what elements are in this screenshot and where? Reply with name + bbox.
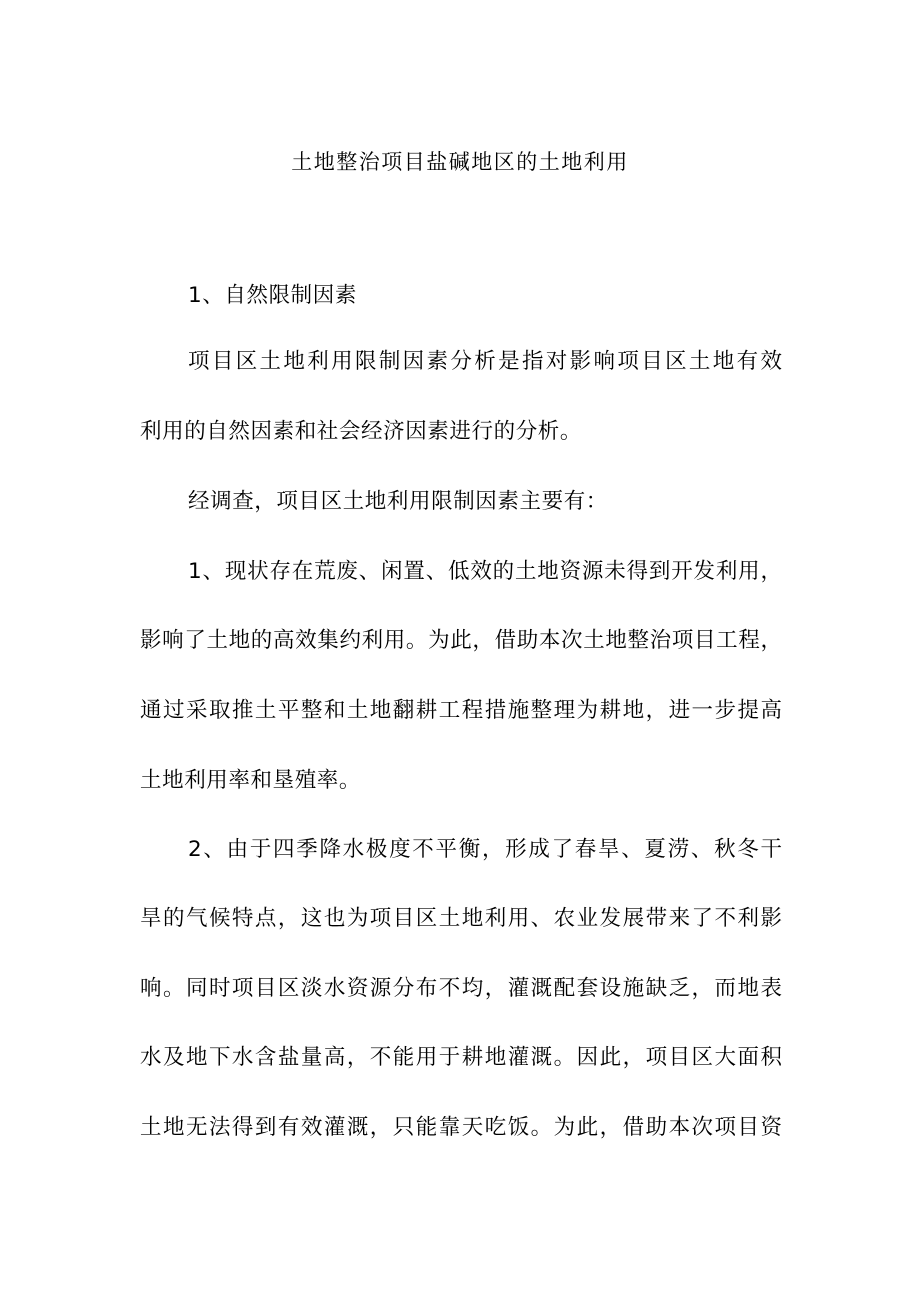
paragraph-line: 利用的自然因素和社会经济因素进行的分析。 [140,419,583,444]
paragraph-line: 经调查，项目区土地利用限制因素主要有： [188,489,608,514]
paragraph-line: 影响了土地的高效集约利用。为此，借助本次土地整治项目工程， [140,628,782,653]
paragraph-line: 土地利用率和垦殖率。 [140,768,362,793]
section-heading: 1、自然限制因素 [188,283,357,308]
paragraph-line: 2、由于四季降水极度不平衡，形成了春旱、夏涝、秋冬干 [188,837,782,862]
paragraph-line: 项目区土地利用限制因素分析是指对影响项目区土地有效 [188,349,782,374]
paragraph-line: 旱的气候特点，这也为项目区土地利用、农业发展带来了不利影 [140,906,782,931]
paragraph-line: 水及地下水含盐量高，不能用于耕地灌溉。因此，项目区大面积 [140,1045,782,1070]
paragraph-line: 土地无法得到有效灌溉，只能靠天吃饭。为此，借助本次项目资 [140,1115,782,1140]
paragraph-line: 通过采取推土平整和土地翻耕工程措施整理为耕地，进一步提高 [140,698,782,723]
paragraph-line: 响。同时项目区淡水资源分布不均，灌溉配套设施缺乏，而地表 [140,976,782,1001]
document-title: 土地整治项目盐碱地区的土地利用 [291,150,629,174]
paragraph-line: 1、现状存在荒废、闲置、低效的土地资源未得到开发利用， [188,559,782,584]
